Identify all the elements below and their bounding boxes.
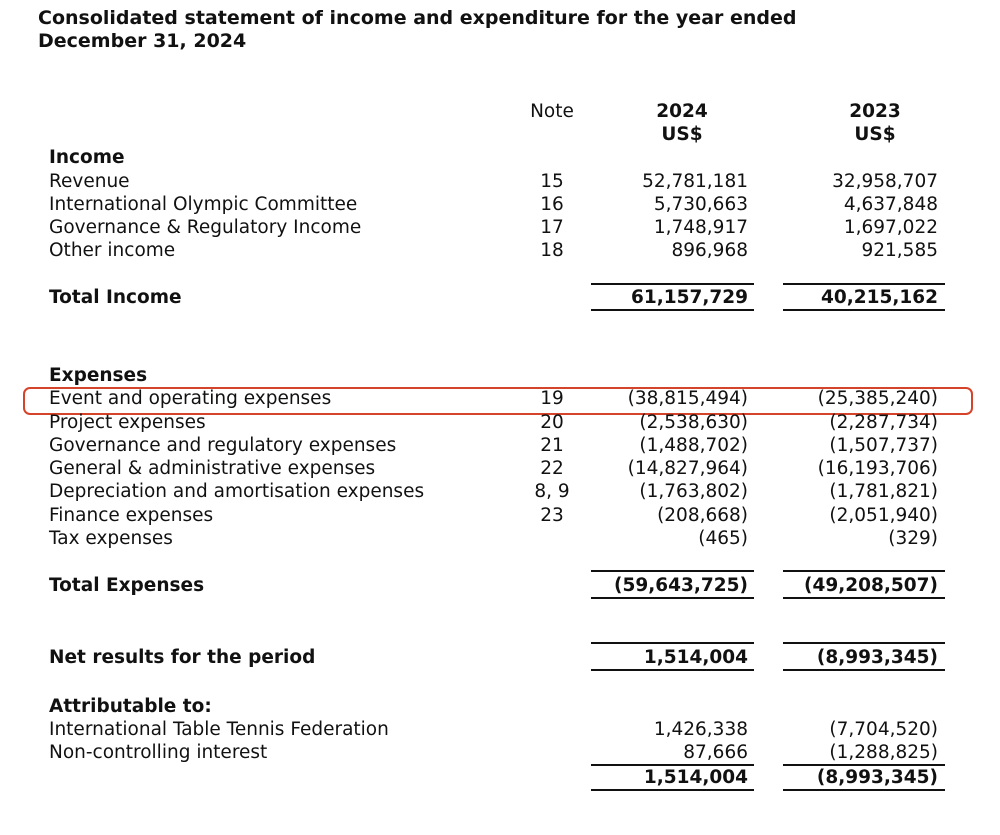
- row-label: Project expenses: [49, 412, 206, 433]
- total-income-2023: 40,215,162: [820, 287, 938, 308]
- total-income-label: Total Income: [49, 287, 182, 308]
- row-value-2024: 5,730,663: [653, 194, 748, 215]
- row-label: Tax expenses: [49, 528, 173, 549]
- row-value-2024: (465): [698, 528, 748, 549]
- row-label: Depreciation and amortisation expenses: [49, 481, 425, 502]
- row-value-2023: (1,288,825): [829, 742, 938, 763]
- row-value-2024: (1,488,702): [639, 435, 748, 456]
- total-expenses-row: [0, 574, 1000, 597]
- row-value-2024: (2,538,630): [639, 412, 748, 433]
- row-value-2023: (7,704,520): [829, 719, 938, 740]
- attributable-total-2024: 1,514,004: [643, 767, 748, 788]
- row-value-2023: (329): [888, 528, 938, 549]
- row-value-2023: 32,958,707: [832, 171, 938, 192]
- attributable-total-2023: (8,993,345): [816, 767, 938, 788]
- row-label: Revenue: [49, 171, 130, 192]
- row-label: Non-controlling interest: [49, 742, 268, 763]
- row-note: 16: [540, 194, 564, 215]
- net-results-top-rule-2023: [783, 642, 945, 644]
- row-note: 18: [540, 240, 564, 261]
- table-row: [0, 457, 1000, 480]
- row-note: 8, 9: [534, 481, 570, 502]
- row-value-2023: 921,585: [861, 240, 938, 261]
- row-value-2023: (1,507,737): [829, 435, 938, 456]
- attributable-total-bottom-rule-2023: [783, 789, 945, 791]
- row-value-2023: (16,193,706): [817, 458, 938, 479]
- row-label: Event and operating expenses: [49, 388, 332, 409]
- table-row: [0, 411, 1000, 434]
- total-expenses-2023: (49,208,507): [804, 575, 938, 596]
- year-2023-header: 2023: [849, 101, 901, 122]
- total-expenses-top-rule-2023: [783, 570, 945, 572]
- total-income-top-rule-2023: [783, 283, 945, 285]
- net-results-label: Net results for the period: [49, 647, 316, 668]
- table-row: [0, 527, 1000, 550]
- document-title: [38, 7, 938, 53]
- row-note: 22: [540, 458, 564, 479]
- total-income-row: [0, 286, 1000, 309]
- attributable-total-row: [0, 766, 1000, 789]
- net-results-top-rule-2024: [591, 642, 754, 644]
- expenses-heading: Expenses: [49, 365, 148, 386]
- row-value-2024: 1,748,917: [653, 217, 748, 238]
- row-value-2024: 896,968: [671, 240, 748, 261]
- total-income-bottom-rule-2023: [783, 309, 945, 311]
- year-2024-header: 2024: [656, 101, 708, 122]
- total-income-2024: 61,157,729: [630, 287, 748, 308]
- total-expenses-bottom-rule-2024: [591, 597, 754, 599]
- currency-2024-header: US$: [661, 124, 703, 145]
- title-line-1: Consolidated statement of income and expenditure for the year ended: [38, 7, 797, 29]
- table-row: [0, 387, 1000, 410]
- table-row: [0, 434, 1000, 457]
- row-label: Finance expenses: [49, 505, 214, 526]
- net-results-bottom-rule-2023: [783, 669, 945, 671]
- row-value-2023: 1,697,022: [843, 217, 938, 238]
- table-row: [0, 216, 1000, 239]
- row-value-2023: (2,051,940): [829, 505, 938, 526]
- row-label: Other income: [49, 240, 176, 261]
- row-value-2023: (1,781,821): [829, 481, 938, 502]
- row-note: 21: [540, 435, 564, 456]
- net-results-2023: (8,993,345): [816, 647, 938, 668]
- row-note: 20: [540, 412, 564, 433]
- row-value-2024: 87,666: [683, 742, 748, 763]
- row-label: General & administrative expenses: [49, 458, 376, 479]
- attributable-total-bottom-rule-2024: [591, 789, 754, 791]
- table-row: [0, 741, 1000, 764]
- table-row: [0, 170, 1000, 193]
- table-row: [0, 718, 1000, 741]
- net-results-bottom-rule-2024: [591, 669, 754, 671]
- row-label: International Olympic Committee: [49, 194, 358, 215]
- total-expenses-2024: (59,643,725): [614, 575, 748, 596]
- total-income-bottom-rule-2024: [591, 309, 754, 311]
- row-value-2023: (2,287,734): [829, 412, 938, 433]
- currency-2023-header: US$: [854, 124, 896, 145]
- row-note: 17: [540, 217, 564, 238]
- net-results-row: [0, 646, 1000, 669]
- row-note: 15: [540, 171, 564, 192]
- row-value-2024: 1,426,338: [653, 719, 748, 740]
- table-row: [0, 480, 1000, 503]
- total-expenses-top-rule-2024: [591, 570, 754, 572]
- net-results-2024: 1,514,004: [643, 647, 748, 668]
- row-note: 19: [540, 388, 564, 409]
- table-row: [0, 193, 1000, 216]
- row-value-2023: (25,385,240): [817, 388, 938, 409]
- row-label: Governance & Regulatory Income: [49, 217, 362, 238]
- row-value-2024: (208,668): [657, 505, 748, 526]
- row-value-2023: 4,637,848: [843, 194, 938, 215]
- title-line-2: December 31, 2024: [38, 30, 247, 52]
- row-value-2024: (14,827,964): [627, 458, 748, 479]
- total-expenses-bottom-rule-2023: [783, 597, 945, 599]
- row-value-2024: (1,763,802): [639, 481, 748, 502]
- income-heading: Income: [49, 147, 125, 168]
- total-income-top-rule-2024: [591, 283, 754, 285]
- row-label: International Table Tennis Federation: [49, 719, 389, 740]
- row-label: Governance and regulatory expenses: [49, 435, 397, 456]
- total-expenses-label: Total Expenses: [49, 575, 205, 596]
- attributable-heading: Attributable to:: [49, 696, 212, 717]
- row-note: 23: [540, 505, 564, 526]
- table-row: [0, 239, 1000, 262]
- row-value-2024: (38,815,494): [627, 388, 748, 409]
- row-value-2024: 52,781,181: [642, 171, 748, 192]
- note-column-header: Note: [530, 101, 574, 122]
- table-row: [0, 504, 1000, 527]
